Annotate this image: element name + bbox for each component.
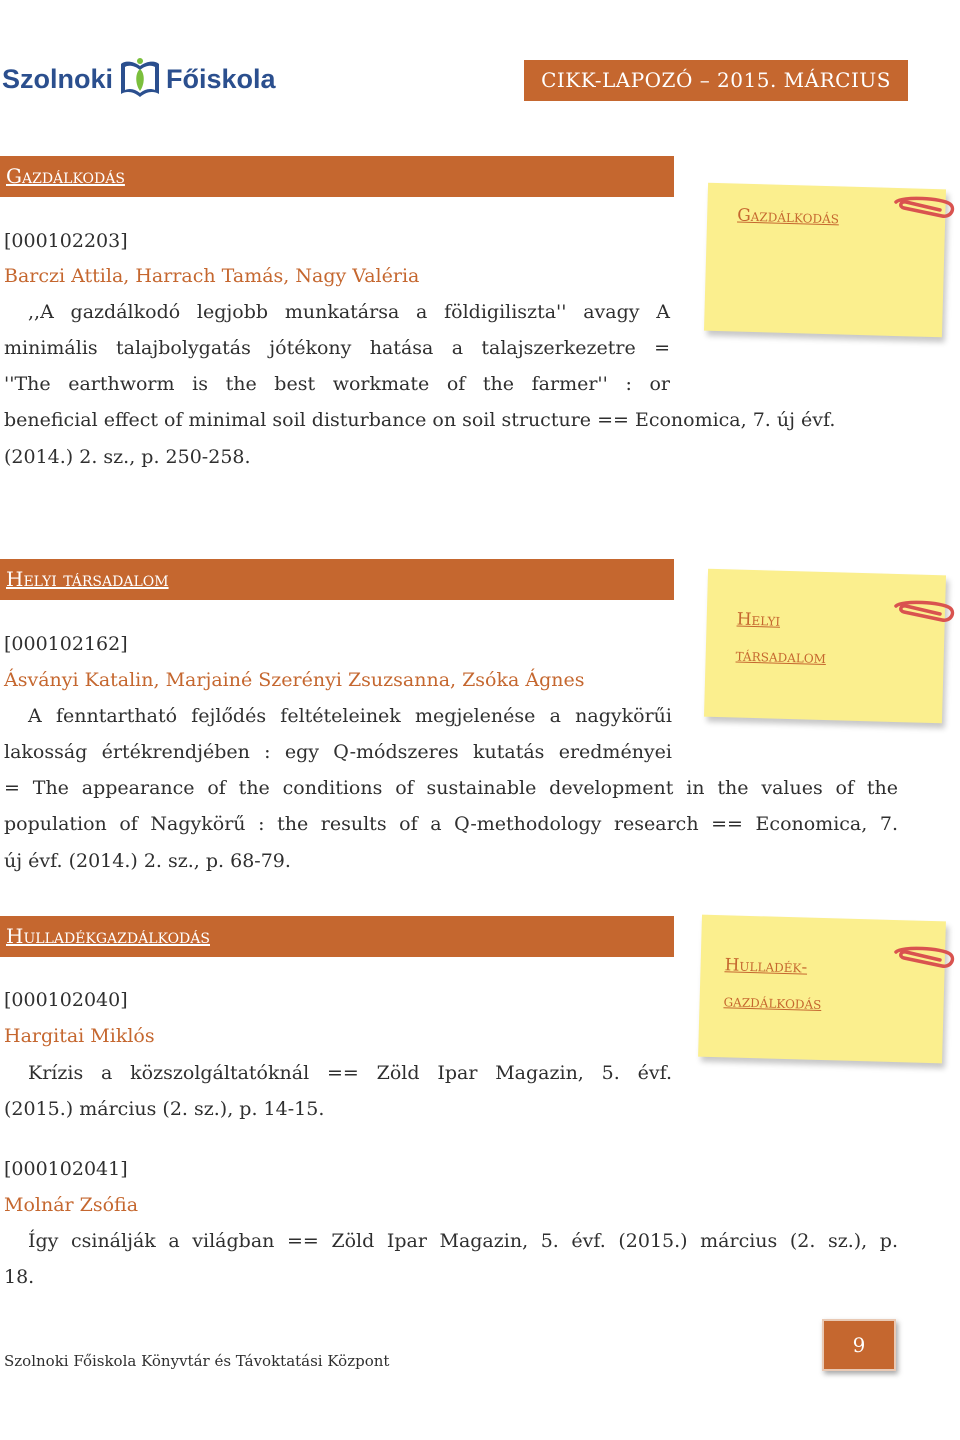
record-text-line: = The appearance of the conditions of sustainable development in the values of the [4, 777, 898, 799]
sticky-note-hulladekgazdalkodas [698, 915, 946, 1064]
page-number: 9 [822, 1319, 896, 1371]
section-title-hulladekgazdalkodas: Hulladékgazdálkodás [0, 916, 674, 957]
open-book-icon [118, 56, 162, 102]
logo-text-foiskola: Főiskola [166, 64, 276, 94]
record-id: [000102162] [4, 633, 128, 655]
paperclip-icon [892, 598, 956, 630]
paperclip-icon [892, 194, 956, 226]
record-text-line: (2015.) március (2. sz.), p. 14-15. [4, 1098, 325, 1120]
record-text-line: lakosság értékrendjében : egy Q-módszeres kutatás eredményei [4, 741, 672, 763]
record-id: [000102040] [4, 989, 128, 1011]
sticky-note-label: Hulladék- [724, 955, 808, 978]
header-title: CIKK-LAPOZÓ – 2015. MÁRCIUS [524, 60, 908, 101]
sticky-note-label: Helyi [736, 609, 781, 631]
record-authors: Molnár Zsófia [4, 1194, 139, 1216]
sticky-note-label: gazdálkodás [723, 991, 822, 1014]
record-text-line: 18. [4, 1266, 35, 1288]
record-text-line: ,,A gazdálkodó legjobb munkatársa a földigiliszta'' avagy A [28, 301, 670, 323]
logo-text-szolnoki: Szolnoki [2, 64, 114, 94]
sticky-note-label: Gazdálkodás [736, 205, 840, 229]
paperclip-icon [892, 944, 956, 976]
record-text-line: új évf. (2014.) 2. sz., p. 68-79. [4, 850, 291, 872]
record-text-line: minimális talajbolygatás jótékony hatása a talajszerkezetre = [4, 337, 670, 359]
record-id: [000102041] [4, 1158, 128, 1180]
record-text-line: Krízis a közszolgáltatóknál == Zöld Ipar Magazin, 5. évf. [28, 1062, 672, 1084]
footer-institution: Szolnoki Főiskola Könyvtár és Távoktatási Központ [4, 1352, 390, 1370]
record-text-line: Így csinálják a világban == Zöld Ipar Magazin, 5. évf. (2015.) március (2. sz.), p. [28, 1230, 898, 1252]
sticky-note-label: társadalom [735, 645, 827, 669]
record-id: [000102203] [4, 230, 128, 252]
record-text-line: beneficial effect of minimal soil disturbance on soil structure == Economica, 7. új évf. [4, 409, 836, 431]
record-authors: Ásványi Katalin, Marjainé Szerényi Zsuzsanna, Zsóka Ágnes [4, 669, 585, 691]
record-text-line: A fenntartható fejlődés feltételeinek megjelenése a nagykörűi [28, 705, 672, 727]
sticky-note-helyi-tarsadalom [704, 569, 946, 724]
record-authors: Barczi Attila, Harrach Tamás, Nagy Valéria [4, 265, 420, 287]
record-authors: Hargitai Miklós [4, 1025, 155, 1047]
record-text-line: population of Nagykörű : the results of a Q-methodology research == Economica, 7. [4, 813, 898, 835]
record-text-line: ''The earthworm is the best workmate of the farmer'' : or [4, 373, 670, 395]
section-title-gazdalkodas: Gazdálkodás [0, 156, 674, 197]
school-logo [0, 56, 290, 102]
record-text-line: (2014.) 2. sz., p. 250-258. [4, 446, 251, 468]
section-title-helyi-tarsadalom: Helyi társadalom [0, 559, 674, 600]
